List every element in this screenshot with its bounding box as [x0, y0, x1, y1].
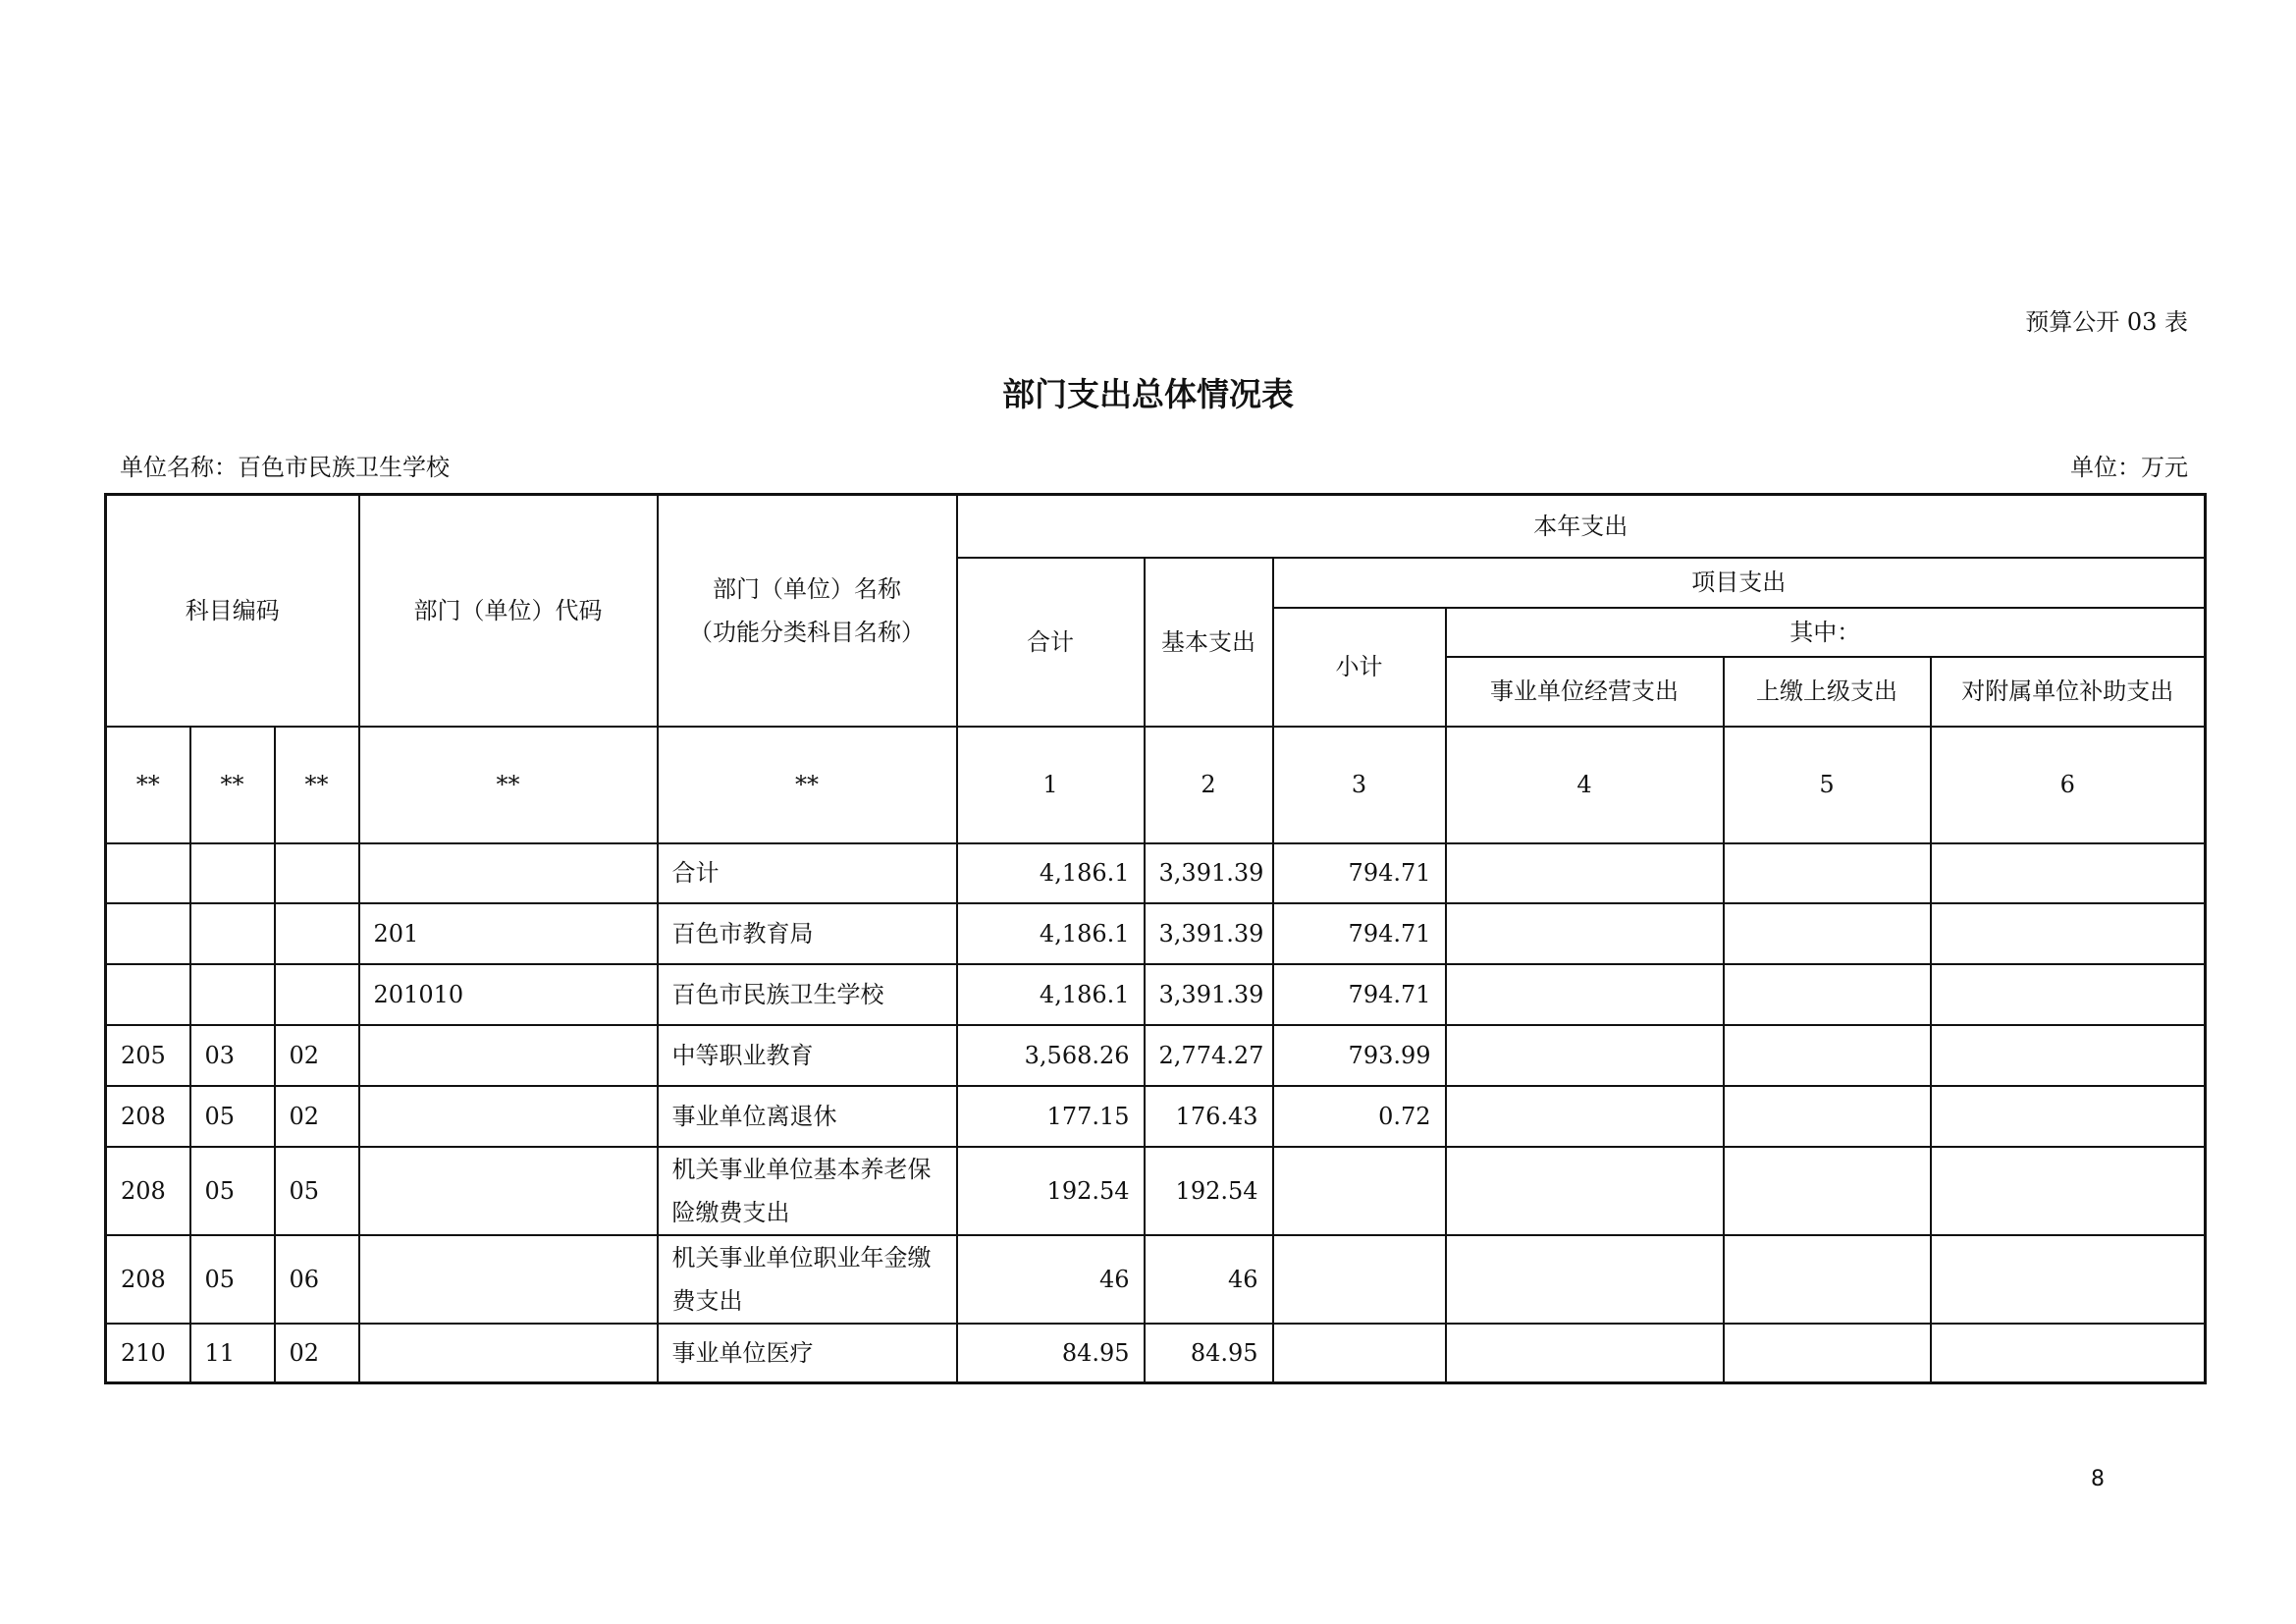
subsidy-value	[1931, 1086, 2206, 1147]
index-cell: 6	[1931, 727, 2206, 843]
index-cell: **	[190, 727, 275, 843]
header-dept-name-line1: 部门（单位）名称	[713, 574, 902, 603]
table-row	[106, 1025, 2206, 1086]
header-of-which: 其中：	[1446, 608, 2206, 657]
class-code: 205	[106, 1025, 190, 1086]
header-subsidy: 对附属单位补助支出	[1931, 657, 2206, 727]
subtotal-value: 793.99	[1273, 1025, 1446, 1086]
table-row	[106, 1086, 2206, 1147]
basic-value: 3,391.39	[1145, 843, 1273, 903]
subitem-code	[275, 843, 359, 903]
dept-name: 机关事业单位职业年金缴费支出	[658, 1235, 957, 1324]
total-value: 4,186.1	[957, 903, 1145, 964]
header-project: 项目支出	[1273, 558, 2206, 608]
subtotal-value: 794.71	[1273, 843, 1446, 903]
dept-name: 百色市民族卫生学校	[658, 964, 957, 1025]
business-ops-value	[1446, 964, 1724, 1025]
business-ops-value	[1446, 1324, 1724, 1383]
subsidy-value	[1931, 1324, 2206, 1383]
subtotal-value: 794.71	[1273, 903, 1446, 964]
subitem-code: 06	[275, 1235, 359, 1324]
item-code: 11	[190, 1324, 275, 1383]
dept-name: 机关事业单位基本养老保险缴费支出	[658, 1147, 957, 1235]
subitem-code: 05	[275, 1147, 359, 1235]
subtotal-value	[1273, 1147, 1446, 1235]
business-ops-value	[1446, 843, 1724, 903]
header-business-ops: 事业单位经营支出	[1446, 657, 1724, 727]
index-cell: **	[275, 727, 359, 843]
subitem-code: 02	[275, 1025, 359, 1086]
dept-code	[359, 1147, 658, 1235]
basic-value: 3,391.39	[1145, 903, 1273, 964]
table-row	[106, 843, 2206, 903]
total-value: 4,186.1	[957, 843, 1145, 903]
dept-code	[359, 1025, 658, 1086]
upper-remit-value	[1724, 903, 1931, 964]
header-dept-code: 部门（单位）代码	[359, 495, 658, 727]
subsidy-value	[1931, 843, 2206, 903]
index-cell: 1	[957, 727, 1145, 843]
header-dept-name-line2: （功能分类科目名称）	[689, 618, 926, 646]
subitem-code	[275, 903, 359, 964]
total-value: 192.54	[957, 1147, 1145, 1235]
upper-remit-value	[1724, 1235, 1931, 1324]
index-cell: **	[359, 727, 658, 843]
upper-remit-value	[1724, 843, 1931, 903]
table-row	[106, 903, 2206, 964]
item-code: 05	[190, 1147, 275, 1235]
dept-code	[359, 1235, 658, 1324]
subsidy-value	[1931, 1025, 2206, 1086]
dept-code	[359, 1086, 658, 1147]
basic-value: 46	[1145, 1235, 1273, 1324]
upper-remit-value	[1724, 964, 1931, 1025]
expense-table	[104, 493, 2207, 1384]
basic-value: 3,391.39	[1145, 964, 1273, 1025]
index-cell: 4	[1446, 727, 1724, 843]
dept-code: 201010	[359, 964, 658, 1025]
subsidy-value	[1931, 903, 2206, 964]
business-ops-value	[1446, 1147, 1724, 1235]
item-code: 03	[190, 1025, 275, 1086]
upper-remit-value	[1724, 1025, 1931, 1086]
table-row	[106, 1147, 2206, 1235]
header-basic: 基本支出	[1145, 558, 1273, 727]
basic-value: 176.43	[1145, 1086, 1273, 1147]
subtotal-value	[1273, 1324, 1446, 1383]
class-code: 208	[106, 1147, 190, 1235]
dept-name: 中等职业教育	[658, 1025, 957, 1086]
business-ops-value	[1446, 903, 1724, 964]
class-code: 210	[106, 1324, 190, 1383]
subtotal-value: 0.72	[1273, 1086, 1446, 1147]
basic-value: 192.54	[1145, 1147, 1273, 1235]
class-code	[106, 843, 190, 903]
business-ops-value	[1446, 1086, 1724, 1147]
index-cell: **	[106, 727, 190, 843]
index-cell: 5	[1724, 727, 1931, 843]
basic-value: 2,774.27	[1145, 1025, 1273, 1086]
form-number: 预算公开 03 表	[2025, 308, 2188, 336]
upper-remit-value	[1724, 1147, 1931, 1235]
table-row	[106, 964, 2206, 1025]
class-code: 208	[106, 1086, 190, 1147]
index-row	[106, 727, 2206, 843]
header-upper-remit: 上缴上级支出	[1724, 657, 1931, 727]
header-subject-code: 科目编码	[106, 495, 359, 727]
upper-remit-value	[1724, 1086, 1931, 1147]
page-number: 8	[2091, 1467, 2105, 1491]
subtotal-value	[1273, 1235, 1446, 1324]
index-cell: 3	[1273, 727, 1446, 843]
subsidy-value	[1931, 964, 2206, 1025]
item-code: 05	[190, 1235, 275, 1324]
dept-code	[359, 843, 658, 903]
subitem-code: 02	[275, 1086, 359, 1147]
total-value: 177.15	[957, 1086, 1145, 1147]
currency-unit: 单位：万元	[2070, 454, 2188, 481]
dept-name: 百色市教育局	[658, 903, 957, 964]
dept-code	[359, 1324, 658, 1383]
subitem-code	[275, 964, 359, 1025]
dept-name: 事业单位离退休	[658, 1086, 957, 1147]
total-value: 84.95	[957, 1324, 1145, 1383]
upper-remit-value	[1724, 1324, 1931, 1383]
header-subtotal: 小计	[1273, 608, 1446, 727]
total-value: 4,186.1	[957, 964, 1145, 1025]
business-ops-value	[1446, 1235, 1724, 1324]
subtotal-value: 794.71	[1273, 964, 1446, 1025]
business-ops-value	[1446, 1025, 1724, 1086]
class-code	[106, 964, 190, 1025]
dept-name: 事业单位医疗	[658, 1324, 957, 1383]
basic-value: 84.95	[1145, 1324, 1273, 1383]
header-dept-name	[658, 495, 957, 727]
item-code	[190, 964, 275, 1025]
item-code	[190, 903, 275, 964]
subsidy-value	[1931, 1235, 2206, 1324]
table-row	[106, 1235, 2206, 1324]
index-cell: 2	[1145, 727, 1273, 843]
table-row	[106, 1324, 2206, 1383]
page-title: 部门支出总体情况表	[1002, 375, 1294, 413]
header-total: 合计	[957, 558, 1145, 727]
total-value: 46	[957, 1235, 1145, 1324]
item-code	[190, 843, 275, 903]
header-current-year: 本年支出	[957, 495, 2206, 558]
class-code: 208	[106, 1235, 190, 1324]
class-code	[106, 903, 190, 964]
subsidy-value	[1931, 1147, 2206, 1235]
subitem-code: 02	[275, 1324, 359, 1383]
unit-name: 单位名称：百色市民族卫生学校	[120, 454, 450, 481]
index-cell: **	[658, 727, 957, 843]
dept-code: 201	[359, 903, 658, 964]
item-code: 05	[190, 1086, 275, 1147]
dept-name: 合计	[658, 843, 957, 903]
total-value: 3,568.26	[957, 1025, 1145, 1086]
